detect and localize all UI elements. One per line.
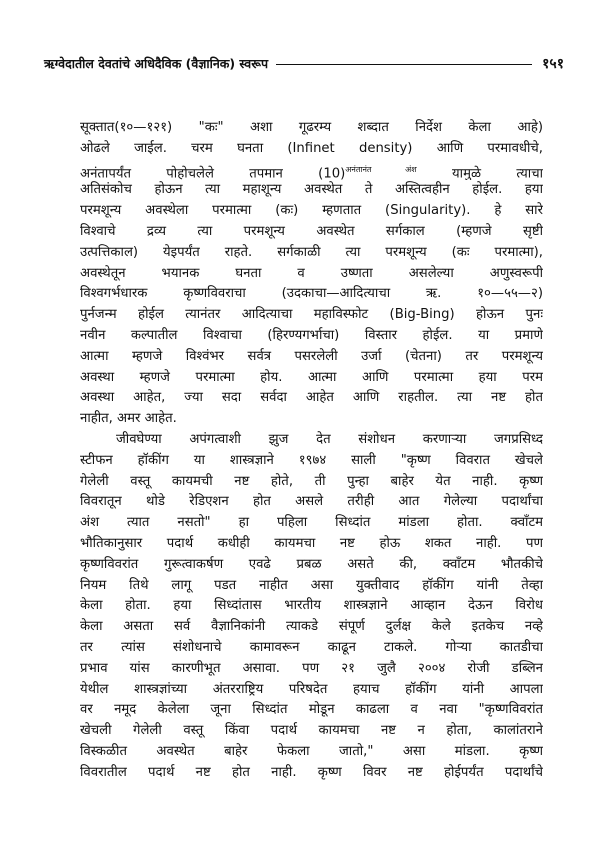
text-line bbox=[80, 284, 543, 305]
text-line bbox=[80, 388, 543, 409]
text-line-content: अतिसंकोच होऊन त्या महाशून्य अवस्थेत ते अस्तित्वहीन होईल. हया bbox=[80, 182, 543, 198]
text-line-content: नवीन कल्पातील विश्वाचा (हिरण्यगर्भाचा) विस्तार होईल. या प्रमाणे bbox=[80, 327, 543, 343]
text-line bbox=[80, 180, 543, 201]
text-line-content: कृष्णविवरांत गुरूत्वाकर्षण एवढे प्रबळ असते की, क्वॉंटम भौतकीचे bbox=[80, 556, 543, 572]
text-line bbox=[80, 638, 543, 659]
text-line bbox=[80, 139, 543, 160]
text-line-content: भौतिकानुसार पदार्थ कधीही कायमचा नष्ट होऊ शकत नाही. पण bbox=[80, 535, 543, 551]
text-line bbox=[80, 118, 543, 139]
text-line bbox=[80, 659, 543, 680]
text-line-content: नियम तिथे लागू पडत नाहीत असा युक्तीवाद हॉकींग यांनी तेव्हा bbox=[80, 577, 543, 593]
text-line-content: विश्वाचे द्रव्य त्या परमशून्य अवस्थेत सर्गकाल (म्हणजे सृष्टी bbox=[80, 223, 543, 239]
body-text bbox=[80, 118, 543, 828]
text-line bbox=[80, 451, 543, 472]
header-title: ऋग्वेदातील देवतांचे अधिदैविक (वैज्ञानिक) स्वरूप bbox=[44, 55, 269, 71]
text-line bbox=[80, 534, 543, 555]
text-line-content: स्टीफन हॉकींग या शास्त्रज्ञाने १९७४ साली "कृष्ण विवरात खेचले bbox=[80, 452, 543, 468]
header-rule bbox=[276, 64, 532, 65]
text-line-content: विश्वगर्भधारक कृष्णविवराचा (उदकाचा—आदित्याचा ऋ. १०—५५—२) bbox=[80, 286, 543, 302]
text-line-content: वर नमूद केलेला जूना सिध्दांत मोडून काढला व नवा "कृष्णविवरांत bbox=[80, 702, 543, 718]
text-line-content: जीवघेण्या अपंगत्वाशी झुज देत संशोधन करणाऱ्या जगप्रसिध्द bbox=[116, 431, 543, 447]
text-line-content: परमशून्य अवस्थेला परमात्मा (कः) म्हणतात (Singularity). हे सारे bbox=[80, 203, 543, 219]
text-line bbox=[80, 700, 543, 721]
text-line-content: विवरातील पदार्थ नष्ट होत नाही. कृष्ण विवर नष्ट होईपर्यंत पदार्थांचे bbox=[80, 764, 543, 780]
text-line-content: खेचली गेलेली वस्तू किंवा पदार्थ कायमचा नष्ट न होता, कालांतराने bbox=[80, 723, 543, 739]
text-line bbox=[80, 721, 543, 742]
text-line bbox=[80, 222, 543, 243]
text-line-content: केला असता सर्व वैज्ञानिकांनी त्याकडे संपूर्ण दुर्लक्ष केले इतकेच नव्हे bbox=[80, 619, 543, 635]
text-line bbox=[80, 596, 543, 617]
page-number: १५१ bbox=[542, 55, 564, 72]
text-line-content: पुर्नजन्म होईल त्यानंतर आदित्याचा महाविस्फोट (Big-Bing) होऊन पुनः bbox=[80, 307, 543, 323]
text-line bbox=[80, 472, 543, 493]
text-line bbox=[80, 326, 543, 347]
text-line-content: विस्कळीत अवस्थेत बाहेर फेकला जातो," असा मांडला. कृष्ण bbox=[80, 743, 543, 759]
text-line-content: येथील शास्त्रज्ञांच्या अंतरराष्ट्रिय परिषदेत हयाच हॉकींग यांनी आपला bbox=[80, 681, 543, 697]
text-line-content: प्रभाव यांस कारणीभूत असावा. पण २१ जुलै २००४ रोजी डब्लिन bbox=[80, 660, 543, 676]
text-line-content: नाहीत, अमर आहेत. bbox=[80, 411, 177, 427]
text-line bbox=[80, 763, 543, 784]
text-line bbox=[80, 617, 543, 638]
text-line bbox=[80, 409, 543, 430]
text-line-content: अनंतापर्यंत पोहोचलेले तपमान (10) bbox=[80, 165, 346, 181]
text-line-content: आत्मा म्हणजे विश्वंभर सर्वत्र पसरलेली उर्जा (चेतना) तर परमशून्य bbox=[80, 348, 543, 364]
superscript-exponent: अनंतानंत अंश bbox=[345, 164, 417, 174]
text-line bbox=[80, 243, 543, 264]
text-line-content: अंश त्यात नसतो" हा पहिला सिध्दांत मांडला होता. क्वॉंटम bbox=[80, 515, 543, 531]
text-line bbox=[80, 347, 543, 368]
text-line-content: केला होता. हया सिध्दांतास भारतीय शास्त्रज्ञाने आव्हान देऊन विरोध bbox=[80, 598, 543, 614]
text-line bbox=[80, 264, 543, 285]
running-header bbox=[44, 52, 564, 74]
text-line-continuation: यामुळे त्याचा bbox=[416, 165, 543, 181]
text-line bbox=[80, 492, 543, 513]
text-line-content: अवस्था म्हणजे परमात्मा होय. आत्मा आणि परमात्मा हया परम bbox=[80, 369, 543, 385]
text-line bbox=[80, 576, 543, 597]
text-line bbox=[80, 368, 543, 389]
text-line bbox=[80, 201, 543, 222]
text-line-content: अवस्थेतून भयानक घनता व उष्णता असलेल्या अणुस्वरूपी bbox=[80, 265, 543, 281]
text-line bbox=[80, 160, 543, 181]
text-line bbox=[80, 513, 543, 534]
text-line bbox=[80, 555, 543, 576]
text-line-content: ओढले जाईल. चरम घनता (Infinet density) आणि परमावधीचे, bbox=[80, 140, 543, 156]
text-line bbox=[80, 430, 543, 451]
text-line bbox=[80, 680, 543, 701]
text-line bbox=[80, 305, 543, 326]
text-line-content: विवरातून थोडे रेडिएशन होत असले तरीही आत गेलेल्या पदार्थांचा bbox=[80, 494, 543, 510]
text-line bbox=[80, 742, 543, 763]
text-line-content: तर त्यांस संशोधनाचे कामावरून काढून टाकले. गोऱ्या कातडीचा bbox=[80, 639, 543, 655]
text-line-content: सूक्तात(१०—१२१) "कः" अशा गूढरम्य शब्दात निर्देश केला आहे) bbox=[80, 120, 543, 135]
text-line-content: गेलेली वस्तू कायमची नष्ट होते, ती पुन्हा बाहेर येत नाही. कृष्ण bbox=[80, 473, 543, 489]
text-line-content: अवस्था आहेत, ज्या सदा सर्वदा आहेत आणि राहतील. त्या नष्ट होत bbox=[80, 390, 543, 406]
text-line-content: उत्पत्तिकाल) येइपर्यंत राहते. सर्गकाळी त्या परमशून्य (कः परमात्मा), bbox=[80, 244, 543, 260]
